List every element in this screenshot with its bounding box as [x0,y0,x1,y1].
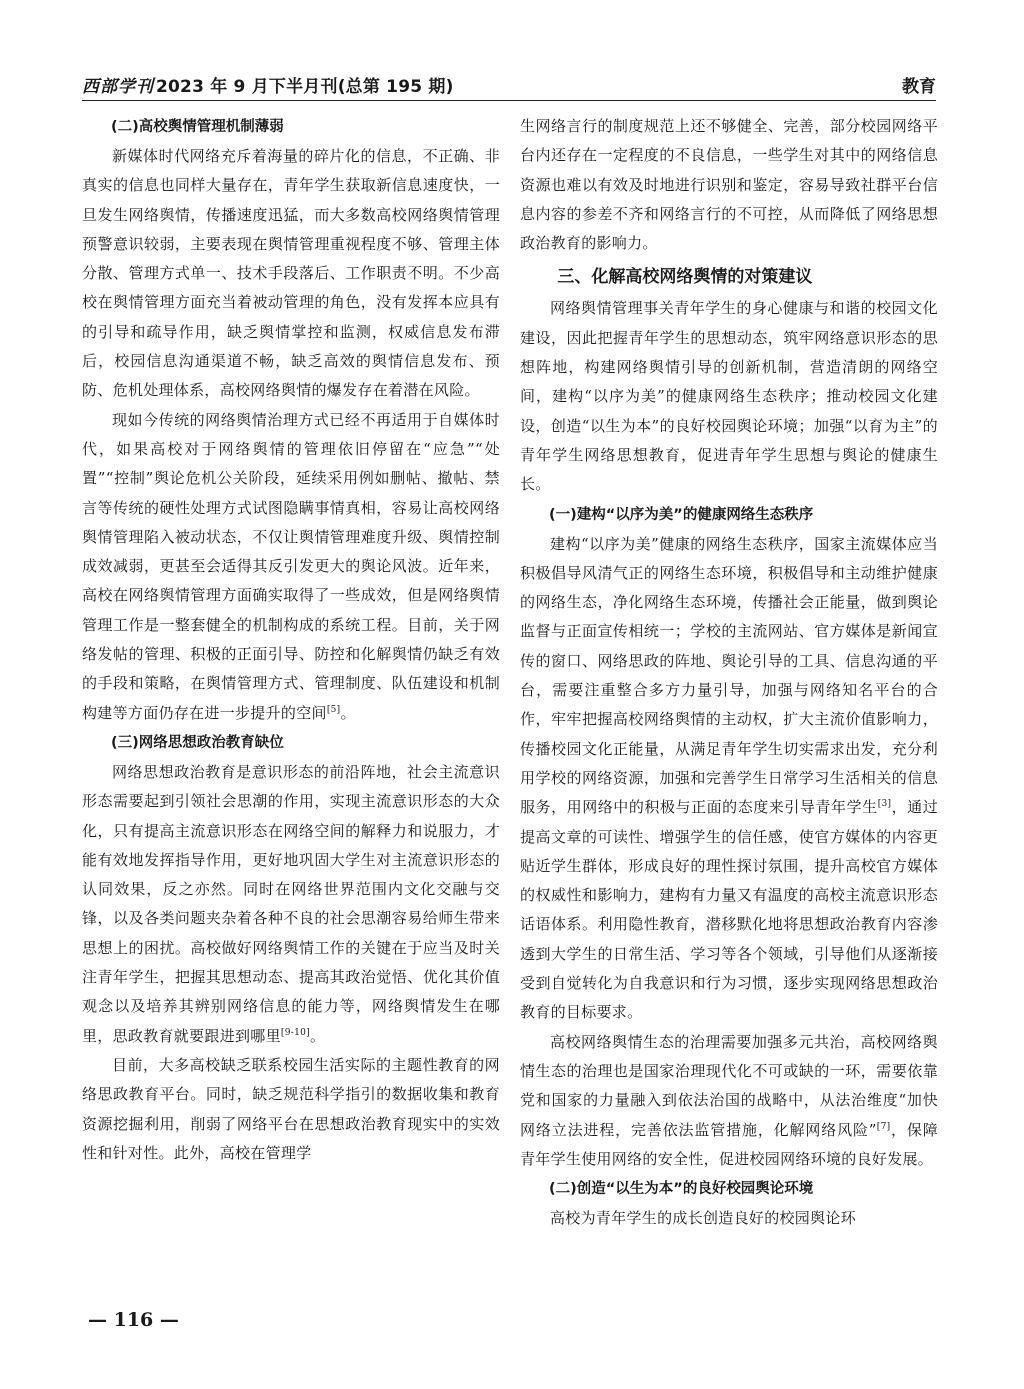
paragraph-end: ，保障青年学生使用网络的安全性，促进校园网络环境的良好发展。 [520,1120,939,1168]
citation: [7] [876,1121,891,1132]
subheading-three: (三)网络思想政治教育缺位 [111,734,284,751]
paragraph: 目前，大多高校缺乏联系校园生活实际的主题性教育的网络思政教育平台。同时，缺乏规范科学指引的数据收集和教育资源挖掘利用，削弱了网络平台在思想政治教育现实中的实效性和针对性。此外，高校在管理学 [82,1055,500,1162]
citation: [5] [326,704,341,715]
subheading-two: (二)创造“以生为本”的良好校园舆论环境 [549,1181,814,1198]
page-number: — 116 — [88,1309,179,1331]
section-label: 教育 [902,77,936,97]
paragraph-end: ，通过提高文章的可读性、增强学生的信任感，使官方媒体的内容更贴近学生群体，形成良好的理性探讨氛围，提升高校官方媒体的权威性和影响力，建构有力量又有温度的高校主流意识形态话语体系。利用隐性教育，潜移默化地将思想政治教育内容渗透到大学生的日常生活、学习等各个领域，引导他们从逐渐接受到自觉转化为自我意识和行为习惯，逐步实现网络思想政治教育的目标要求。 [520,798,938,1022]
paragraph [520,1028,938,1174]
section-heading: 三、化解高校网络舆情的对策建议 [557,267,813,288]
subheading-one: (一)建构“以序为美”的健康网络生态秩序 [549,506,814,523]
paragraph: 高校为青年学生的成长创造良好的校园舆论环 [550,1209,857,1228]
citation: [3] [877,799,892,810]
journal-masthead [82,72,454,97]
paragraph-end: 。 [340,703,356,722]
paragraph-end: 。 [309,1026,326,1045]
right-column [520,112,938,1233]
paragraph-text: 建构“以序为美”健康的网络生态秩序，国家主流媒体应当积极倡导风清气正的网络生态环境，积极倡导和主动维护健康的网络生态，净化网络生态环境，传播社会正能量，做到舆论监督与正面宣传相统一；学校的主流网站、官方媒体是新闻宣传的窗口、网络思政的阵地、舆论引导的工具、信息沟通的平台，需要注重整合多方力量引导，加强与网络知名平台的合作，牢牢把握高校网络舆情的主动权，扩大主流价值影响力，传播校园文化正能量，从满足青年学生切实需求出发，充分利用学校的网络资源，加强和完善学生日常学习生活相关的信息服务，用网络中的积极与正面的态度来引导青年学生 [520,534,938,817]
subheading-two: (二)高校舆情管理机制薄弱 [111,119,284,135]
left-column [82,112,500,1168]
running-header [82,70,936,101]
paragraph: 新媒体时代网络充斥着海量的碎片化的信息，不正确、非真实的信息也同样大量存在，青年学生获取新信息速度快，一旦发生网络舆情，传播速度迅猛，而大多数高校网络舆情管理预警意识较弱，主要表现在舆情管理重视程度不够、管理主体分散、管理方式单一、技术手段落后、工作职责不明。不少高校在舆情管理方面充当着被动管理的角色，没有发挥本应具有的引导和疏导作用，缺乏舆情掌控和监测，权威信息发布滞后，校园信息沟通渠道不畅，缺乏高效的舆情信息发布、预防、危机处理体系，高校网络舆情的爆发存在着潜在风险。 [82,147,500,400]
paragraph-continued: 生网络言行的制度规范上还不够健全、完善，部分校园网络平台内还存在一定程度的不良信息，一些学生对其中的网络信息资源也难以有效及时地进行识别和鉴定，容易导致社群平台信息内容的参差不齐和网络言行的不可控，从而降低了网络思想政治教育的影响力。 [520,117,938,253]
journal-name: 西部学刊 [82,77,154,97]
issue-info: 2023 年 9 月下半月刊(总第 195 期) [156,77,454,97]
paragraph [520,530,938,1028]
paragraph-text: 高校网络舆情生态的治理需要加强多元共治，高校网络舆情生态的治理也是国家治理现代化不可或缺的一环，需要依靠党和国家的力量融入到依法治国的战略中，从法治维度“加快网络立法进程，完善依法监管措施，化解网络风险” [520,1032,938,1139]
paragraph [82,758,500,1051]
paragraph-text: 现如今传统的网络舆情治理方式已经不再适用于自媒体时代，如果高校对于网络舆情的管理依旧停留在“应急”“处置”“控制”舆论危机公关阶段，延续采用例如删帖、撤帖、禁言等传统的硬性处理方式试图隐瞒事情真相，容易让高校网络舆情管理陷入被动状态，不仅让舆情管理难度升级、舆情控制成效减弱，更甚至会适得其反引发更大的舆论风波。近年来，高校在网络舆情管理方面确实取得了一些成效，但是网络舆情管理工作是一整套健全的机制构成的系统工程。目前，关于网络发帖的管理、积极的正面引导、防控和化解舆情仍缺乏有效的手段和策略，在舆情管理方式、管理制度、队伍建设和机制构建等方面仍存在进一步提升的空间 [82,410,500,722]
paragraph [82,406,500,728]
paragraph-text: 网络思想政治教育是意识形态的前沿阵地，社会主流意识形态需要起到引领社会思潮的作用，实现主流意识形态的大众化，只有提高主流意识形态在网络空间的解释力和说服力，才能有效地发挥指导作用，更好地巩固大学生对主流意识形态的认同效果，反之亦然。同时在网络世界范围内文化交融与交锋，以及各类问题夹杂着各种不良的社会思潮容易给师生带来思想上的困扰。高校做好网络舆情工作的关键在于应当及时关注青年学生，把握其思想动态、提高其政治觉悟、优化其价值观念以及培养其辨别网络信息的能力等，网络舆情发生在哪里，思政教育就要跟进到哪里 [82,762,500,1045]
citation: [9-10] [280,1027,310,1038]
paragraph: 网络舆情管理事关青年学生的身心健康与和谐的校园文化建设，因此把握青年学生的思想动态，筑牢网络意识形态的思想阵地，构建网络舆情引导的创新机制，营造清朗的网络空间，建构“以序为美”的健康网络生态秩序；推动校园文化建设，创造“以生为本”的良好校园舆论环境；加强“以育为主”的青年学生网络思想教育，促进青年学生思想与舆论的健康生长。 [520,299,938,494]
